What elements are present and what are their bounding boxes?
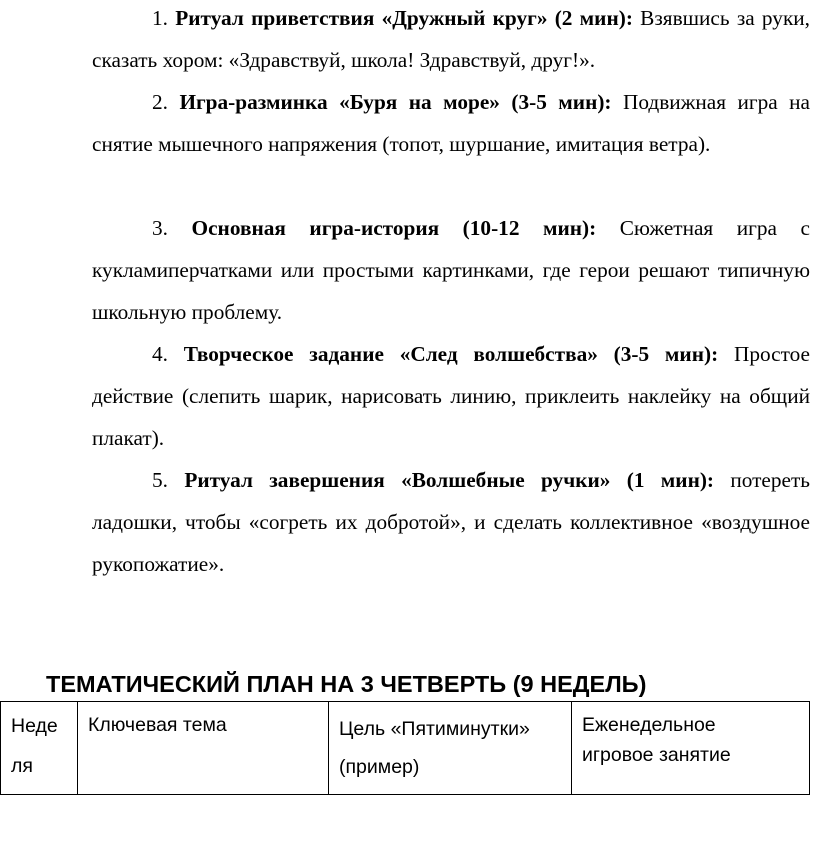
- list-item: [92, 81, 810, 165]
- plan-heading: ТЕМАТИЧЕСКИЙ ПЛАН НА 3 ЧЕТВЕРТЬ (9 НЕДЕЛЬ): [46, 671, 647, 697]
- list-item-number: 2.: [152, 90, 168, 114]
- list-item-title: Игра-разминка «Буря на море» (3-5 мин):: [179, 90, 612, 114]
- header-topic-label: Ключевая тема: [88, 714, 227, 736]
- header-goal: [329, 702, 572, 795]
- list-item-number: 3.: [152, 216, 168, 240]
- list-item-paragraph: [92, 81, 810, 165]
- list-item-title: Основная игра-история (10-12 мин):: [191, 216, 597, 240]
- header-week-line1: Неде: [11, 715, 58, 737]
- header-goal-line1: Цель «Пятиминутки»: [339, 718, 530, 740]
- list-item: [92, 0, 810, 81]
- list-item-paragraph: [92, 333, 810, 459]
- header-topic: [78, 702, 329, 795]
- table-header-row: [1, 702, 810, 795]
- list-item-number: 1.: [152, 6, 168, 30]
- list-item-title: Творческое задание «След волшебства» (3-5 мин):: [183, 342, 719, 366]
- list-item-title: Ритуал приветствия «Дружный круг» (2 мин):: [175, 6, 633, 30]
- list-item-paragraph: [92, 207, 810, 333]
- list-item-text: Простое действие (слепить шарик, нарисовать линию, приклеить наклейку на общий плакат).: [92, 342, 811, 450]
- list-item: [92, 333, 810, 459]
- header-lesson-line1: Еженедельное: [582, 714, 716, 736]
- list-item-paragraph: [92, 459, 810, 585]
- list-item: [92, 207, 810, 333]
- header-week-line2: ля: [11, 755, 33, 777]
- header-goal-line2: (пример): [339, 756, 420, 778]
- list-item-text: Сюжетная игра с кукламиперчатками или простыми картинками, где герои решают типичную школьную проблему.: [92, 216, 810, 324]
- list-item-text: Взявшись за руки, сказать хором: «Здравствуй, школа! Здравствуй, друг!».: [92, 6, 811, 72]
- list-item-number: 4.: [152, 342, 168, 366]
- plan-table: [0, 701, 810, 795]
- list-item-title: Ритуал завершения «Волшебные ручки» (1 мин):: [184, 468, 715, 492]
- list-item-paragraph: [92, 0, 810, 81]
- list-item-text: Подвижная игра на снятие мышечного напряжения (топот, шуршание, имитация ветра).: [92, 90, 810, 156]
- list-item-text: потереть ладошки, чтобы «согреть их добротой», и сделать коллективное «воздушное рукопожатие».: [92, 468, 810, 576]
- list-item: [92, 459, 810, 585]
- header-lesson: [572, 702, 810, 795]
- header-week: [1, 702, 78, 795]
- header-lesson-line2: игровое занятие: [582, 744, 731, 766]
- list-item-number: 5.: [152, 468, 168, 492]
